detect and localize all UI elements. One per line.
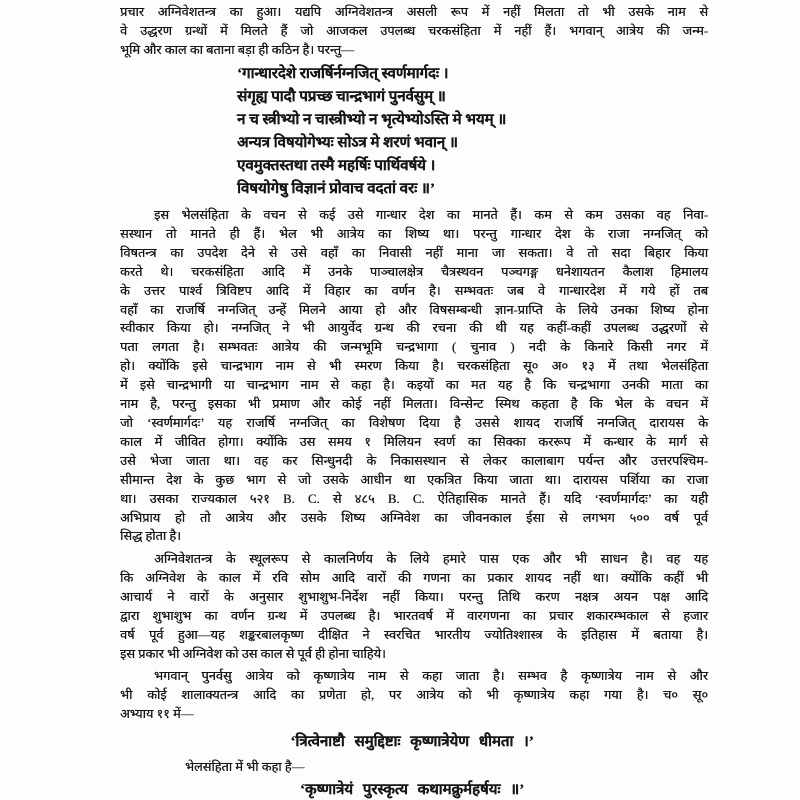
- text-line: संगृह्य पादौ पप्रच्छ चान्द्रभागं पुनर्वसुम् ॥: [237, 89, 446, 105]
- text-line: सिद्ध होता है।: [120, 529, 181, 544]
- text-line: स्वीकार किया हो। नग्नजित् ने भी आयुर्वेद ग्रन्थ की रचना की थी यह कहीं-कहीं उपलब्ध उद्धरणों से: [120, 321, 708, 336]
- text-line: सीमान्त देश के कुछ भाग से जो उसके आधीन था एकत्रित किया जाता था। दारायस पर्शिया का राजा: [120, 472, 708, 487]
- text-line: एवमुक्तस्तथा तस्मै महर्षिः पार्थिवर्षये ।: [237, 158, 436, 174]
- sanskrit-verse-tritvena: [132, 731, 692, 754]
- paragraph-kala-nirnaya: [120, 550, 708, 663]
- text-line: नाम है, परन्तु इसका भी प्रमाण और कोई नहीं मिलता। विन्सेन्ट स्मिथ कहता है कि भेल के वचन में: [120, 397, 708, 412]
- paragraph-opening: [120, 3, 708, 60]
- bhela-samhita-intro-line: [185, 758, 585, 777]
- text-line: वर्ष पूर्व हुआ—यह शङ्करबालकृष्ण दीक्षित ने स्वरचित भारतीय ज्योतिश्शास्त्र के इतिहास में बताया है।: [120, 627, 708, 642]
- text-line: वहाँ का राजर्षि नग्नजित् उन्हें मिलने आया हो और विषसम्बन्धी ज्ञान-प्राप्ति के लिये उनका शिष्य होना: [120, 302, 708, 317]
- text-line: भेलसंहिता में भी कहा है—: [185, 760, 305, 774]
- text-line: द्वारा शुभाशुभ का वर्णन ग्रन्थ में उपलब्ध है। भारतवर्ष में वारगणना का प्रचार शकारम्भकाल से हजार: [120, 608, 708, 623]
- text-line: अभ्याय ११ में—: [120, 706, 194, 721]
- text-line: विषतन्त्र का उपदेश देने से उसे वहाँ का निवासी नहीं माना जा सकता। वे तो सदा बिहार किया: [120, 245, 708, 260]
- text-line: पता लगता है। सम्भवतः आत्रेय की जन्मभूमि चन्द्रभागा ( चुनाव ) नदी के किनारे किसी नगर में: [120, 340, 708, 355]
- text-line: भूमि और काल का बताना बड़ा ही कठिन है। परन्तु—: [120, 42, 354, 57]
- text-line: भी कोई शालाक्यतन्त्र आदि का प्रणेता हो, पर आत्रेय को भी कृष्णात्रेय कहा गया है। च० सू०: [120, 687, 708, 702]
- text-line: आचार्य ने वारों के अनुसार शुभाशुभ-निर्देश नहीं किया। परन्तु तिथि करण नक्षत्र अयन पक्ष आदि: [120, 589, 708, 604]
- text-line: विषयोगेषु विज्ञानं प्रोवाच वदतां वरः ॥’: [237, 181, 435, 197]
- text-line: ‘गान्धारदेशे राजर्षिर्नग्नजित् स्वर्णमार्गदः ।: [237, 66, 449, 82]
- text-line: प्रचार अग्निवेशतन्त्र का हुआ। यद्यपि अग्निवेशतन्त्र असली रूप में नहीं मिलता तो भी उसके नाम से: [120, 5, 708, 19]
- text-line: काल में जीवित होगा। क्योंकि उस समय १ मिलियन स्वर्ण का सिक्का कररूप में कन्धार के मार्ग से: [120, 434, 708, 449]
- text-line: जो ‘स्वर्णमार्गदः’ यह राजर्षि नग्नजित् का विशेषण दिया है उससे शायद राजर्षि नग्नजित् दारायस के: [120, 415, 708, 430]
- text-line: न च स्त्रीभ्यो न चास्त्रीभ्यो न भृत्येभ्योऽस्ति मे भयम् ॥: [237, 112, 507, 128]
- text-line: उसे भेजा जाता था। वह कर सिन्धुनदी के निकासस्थान से लेकर कालाबाग पर्यन्त और उत्तरपश्चिम-: [120, 453, 708, 468]
- text-line: अन्यत्र विषयोगेभ्यः सोऽत्र मे शरणं भवान् ॥: [237, 135, 458, 151]
- text-line: अभिप्राय हो तो आत्रेय और उसके शिष्य अग्निवेश का जीवनकाल ईसा से लगभग ५०० वर्ष पूर्व: [120, 510, 708, 525]
- text-line: भगवान् पुनर्वसु आत्रेय को कृष्णात्रेय नाम से कहा जाता है। सम्भव है कृष्णात्रेय नाम से और: [154, 669, 708, 683]
- text-line: करते थे। चरकसंहिता आदि में उनके पाञ्चालक्षेत्र चैत्रस्थवन पञ्चगङ्ग धनेशायतन कैलाश हिमालय: [120, 264, 708, 279]
- sanskrit-verse-krishnatreyam: [132, 779, 692, 800]
- text-line: हो। क्योंकि इसे चान्द्रभाग नाम से भी स्मरण किया है। चरकसंहिता सू० अ० १३ में तथा भेलसंहिता: [120, 359, 708, 374]
- text-line: सस्थान तो मानते ही हैं। भेल भी आत्रेय का शिष्य था। परन्तु गान्धार देश के राजा नग्नजित् को: [120, 226, 708, 241]
- paragraph-bhela-samhita: [120, 206, 708, 546]
- text-line: इस भेलसंहिता के वचन से कई उसे गान्धार देश का मानते हैं। कम से कम उसका वह निवा-: [154, 208, 708, 222]
- text-line: अग्निवेशतन्त्र के स्थूलरूप से कालनिर्णय के लिये हमारे पास एक और भी साधन है। वह यह: [154, 552, 708, 566]
- sanskrit-verse-gandhara: [237, 63, 506, 201]
- paragraph-krishnatreya: [120, 667, 708, 724]
- text-line: था। उसका राज्यकाल ५२१ B. C. से ४८५ B. C. ऐतिहासिक मानते हैं। यदि ‘स्वर्णमार्गदः’ का यही: [120, 491, 708, 506]
- text-line: में इसे चान्द्रभागी या चान्द्रभाग नाम से कहा है। कइयों का मत यह है कि चन्द्रभागा उनकी माता का: [120, 378, 708, 393]
- text-line: ‘त्रित्वेनाष्टौ समुद्दिष्टाः कृष्णात्रेयेण धीमता ।’: [290, 734, 534, 750]
- text-line: ‘कृष्णात्रेयं पुरस्कृत्य कथामक्रुर्महर्षयः ॥’: [299, 782, 525, 798]
- text-line: इस प्रकार भी अग्निवेश को उस काल से पूर्व ही होना चाहिये।: [120, 646, 386, 661]
- text-line: के उत्तर पार्श्व त्रिविष्टप आदि में विहार का वर्णन है। सम्भवतः जब वे गान्धारदेश में गये हों तब: [120, 283, 708, 298]
- text-line: कि अग्निवेश के काल में रवि सोम आदि वारों की गणना का प्रकार शायद नहीं था। क्योंकि कहीं भी: [120, 570, 708, 585]
- text-line: वे उद्धरण ग्रन्थों में मिलते हैं जो आजकल उपलब्ध चरकसंहिता में नहीं हैं। भगवान् आत्रेय की जन्म-: [120, 23, 708, 38]
